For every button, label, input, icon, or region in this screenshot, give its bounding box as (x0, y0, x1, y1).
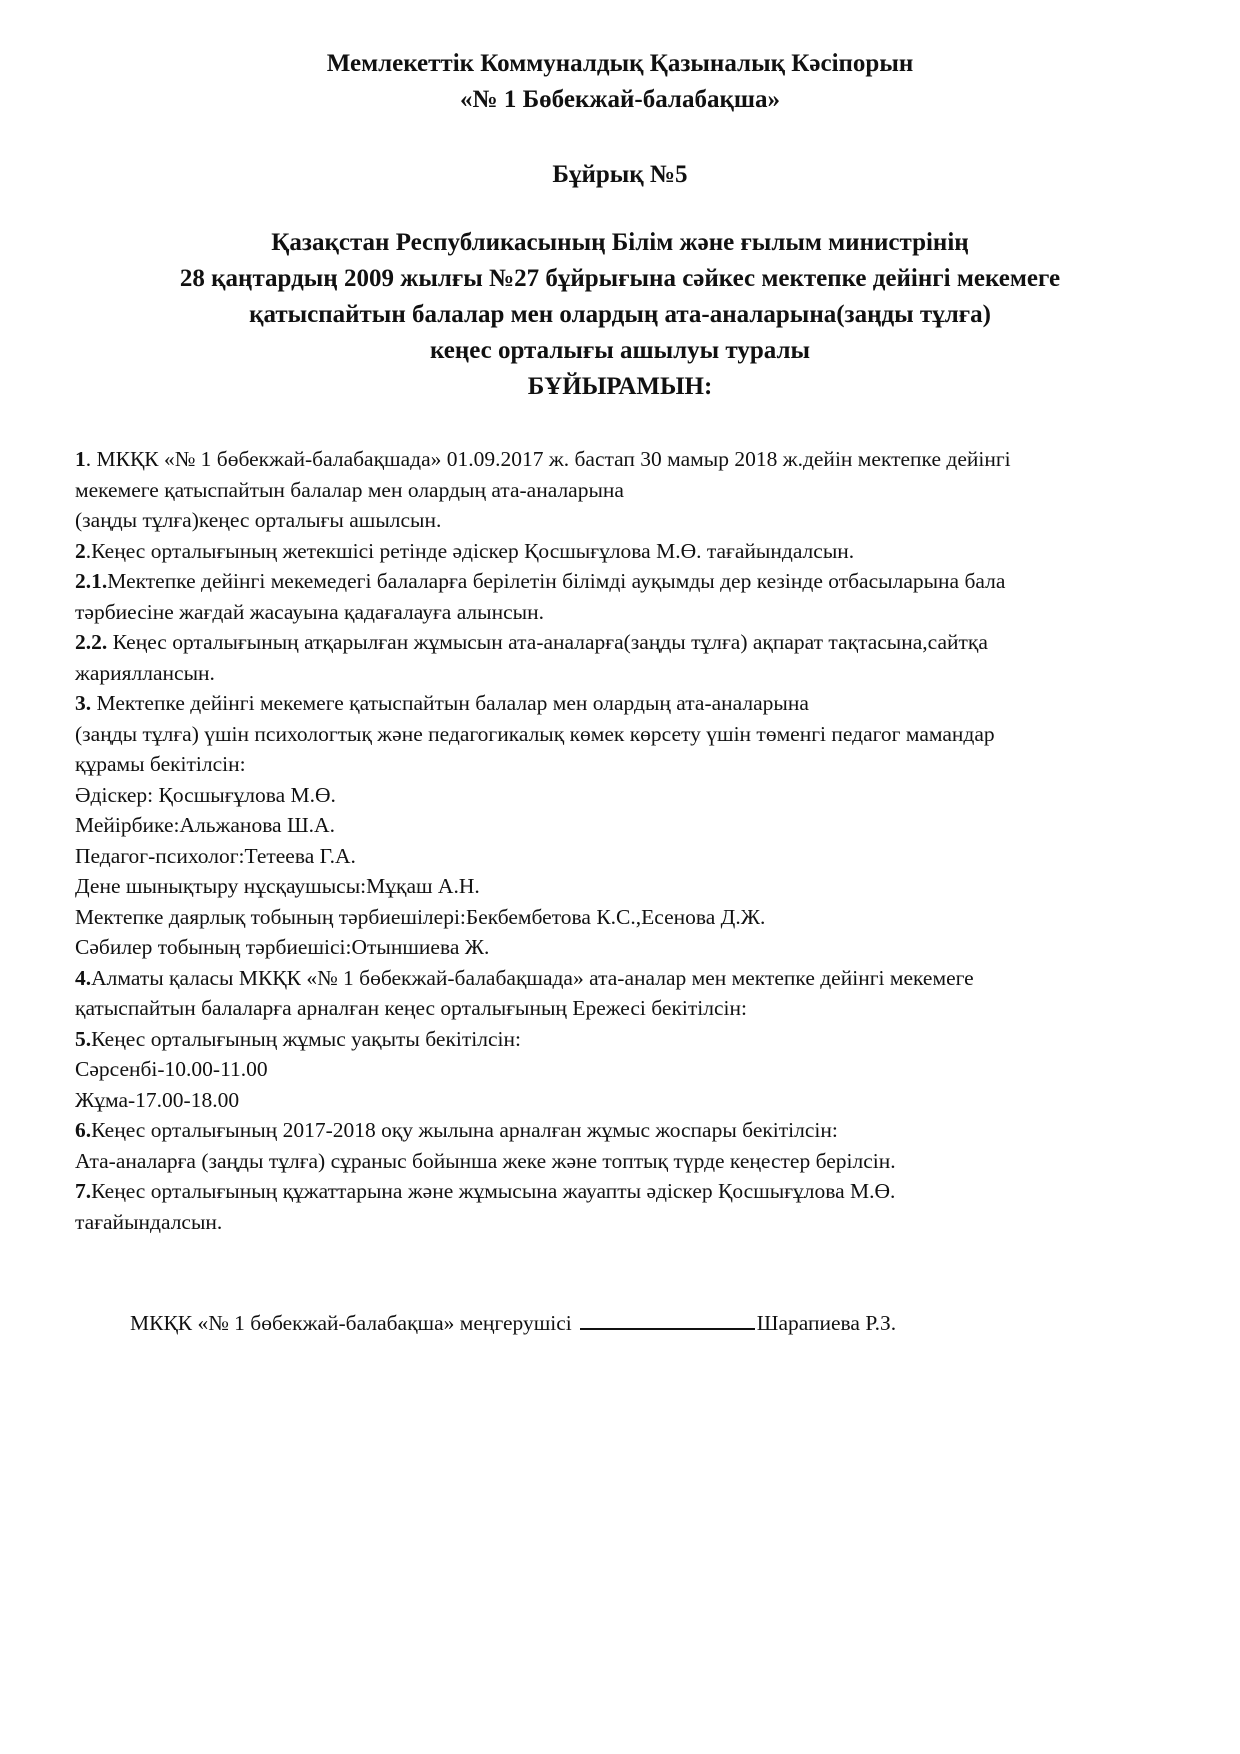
org-name: Мемлекеттік Коммуналдық Қазыналық Кәсіпорын (326, 50, 914, 77)
item-2-2 (75, 627, 1175, 658)
item-number: 5. (75, 1026, 92, 1051)
item-text: Алматы қаласы МКҚК «№ 1 бөбекжай-балабақшада» ата-аналар мен мектепке дейінгі мекемеге (91, 965, 974, 990)
signature-line (580, 1308, 755, 1330)
item-text: Кеңес орталығының атқарылған жұмысын ата-аналарға(заңды тұлға) ақпарат тақтасына,сайтқа (107, 630, 988, 654)
item-number: 7. (75, 1179, 92, 1203)
order-subject (0, 225, 1240, 405)
item-text: құрамы бекітілсін: (75, 752, 246, 776)
item-text: Кеңес орталығының 2017-2018 оқу жылына арналған жұмыс жоспары бекітілсін: (91, 1118, 838, 1142)
signature-role: МКҚК «№ 1 бөбекжай-балабақша» меңгерушісі (130, 1311, 572, 1335)
subject-line: 28 қаңтардың 2009 жылғы №27 бұйрығына сәйкес мектепке дейінгі мекемеге (179, 265, 1061, 292)
staff-member: Мейірбике:Альжанова Ш.А. (75, 813, 335, 837)
item-number: 2.1. (75, 569, 108, 593)
schedule-line: Сәрсенбі-10.00-11.00 (75, 1057, 268, 1081)
order-decree: БҰЙЫРАМЫН: (527, 373, 713, 400)
item-text: тәрбиесіне жағдай жасауына қадағалауға алынсын. (75, 599, 544, 624)
item-1 (75, 444, 1175, 475)
item-2-1 (75, 566, 1175, 597)
staff-member: Сәбилер тобының тәрбиешісі:Отыншиева Ж. (75, 935, 490, 959)
subject-line: Қазақстан Республикасының Білім және ғылым министрінің (271, 229, 969, 256)
item-number: 4. (75, 965, 92, 990)
staff-member: Педагог-психолог:Тетеева Г.А. (75, 843, 356, 868)
item-text: (заңды тұлға) үшін психологтық және педагогикалық көмек көрсету үшін төменгі педагог мамандар (75, 721, 995, 746)
item-text: (заңды тұлға)кеңес орталығы ашылсын. (75, 508, 442, 532)
item-number: 3. (75, 691, 92, 715)
org-subname: «№ 1 Бөбекжай-балабақша» (460, 86, 780, 113)
item-text: тағайындалсын. (75, 1209, 223, 1234)
signature-name: Шарапиева Р.З. (756, 1311, 897, 1335)
item-text: . МКҚК «№ 1 бөбекжай-балабақшада» 01.09.2017 ж. бастап 30 мамыр 2018 ж.дейін мектепке дейінгі (85, 447, 1011, 471)
item-4 (75, 963, 1175, 994)
item-number: 6. (75, 1118, 92, 1142)
item-3 (75, 688, 1175, 719)
item-number: 2.2. (75, 630, 108, 654)
staff-member: Дене шынықтыру нұсқаушысы:Мұқаш А.Н. (75, 874, 480, 898)
item-text: мекемеге қатыспайтын балалар мен олардың ата-аналарына (75, 477, 624, 502)
item-5 (75, 1024, 1175, 1055)
staff-member: Мектепке даярлық тобының тәрбиешілері:Бекбембетова К.С.,Есенова Д.Ж. (75, 904, 766, 929)
item-text: Ата-аналарға (заңды тұлға) сұраныс бойынша жеке және топтық түрде кеңестер берілсін. (75, 1148, 896, 1173)
item-text: .Кеңес орталығының жетекшісі ретінде әдіскер Қосшығұлова М.Ө. тағайындалсын. (85, 538, 855, 563)
staff-member: Әдіскер: Қосшығұлова М.Ө. (75, 782, 336, 807)
order-items (75, 444, 1175, 1237)
item-text: қатыспайтын балаларға арналған кеңес орталығының Ережесі бекітілсін: (75, 996, 747, 1020)
item-number: 2 (75, 538, 86, 563)
item-text: Кеңес орталығының жұмыс уақыты бекітілсін: (91, 1026, 521, 1051)
order-title-text: Бұйрық №5 (552, 161, 688, 188)
item-2 (75, 536, 1175, 567)
item-text: Мектепке дейінгі мекемедегі балаларға берілетін білімді ауқымды дер кезінде отбасыларына бала (107, 569, 1006, 593)
signature-block (130, 1308, 896, 1336)
item-6 (75, 1115, 1175, 1146)
org-header (0, 46, 1240, 118)
item-number: 1 (75, 447, 86, 471)
schedule-line: Жұма-17.00-18.00 (75, 1087, 240, 1112)
item-text: Мектепке дейінгі мекемеге қатыспайтын балалар мен олардың ата-аналарына (91, 691, 809, 715)
order-title (0, 157, 1240, 193)
subject-line: қатыспайтын балалар мен олардың ата-аналарына(заңды тұлға) (249, 301, 991, 328)
item-7 (75, 1176, 1175, 1207)
subject-line: кеңес орталығы ашылуы туралы (429, 337, 811, 364)
item-text: жарияллансын. (75, 660, 215, 685)
item-text: Кеңес орталығының құжаттарына және жұмысына жауапты әдіскер Қосшығұлова М.Ө. (91, 1179, 896, 1203)
